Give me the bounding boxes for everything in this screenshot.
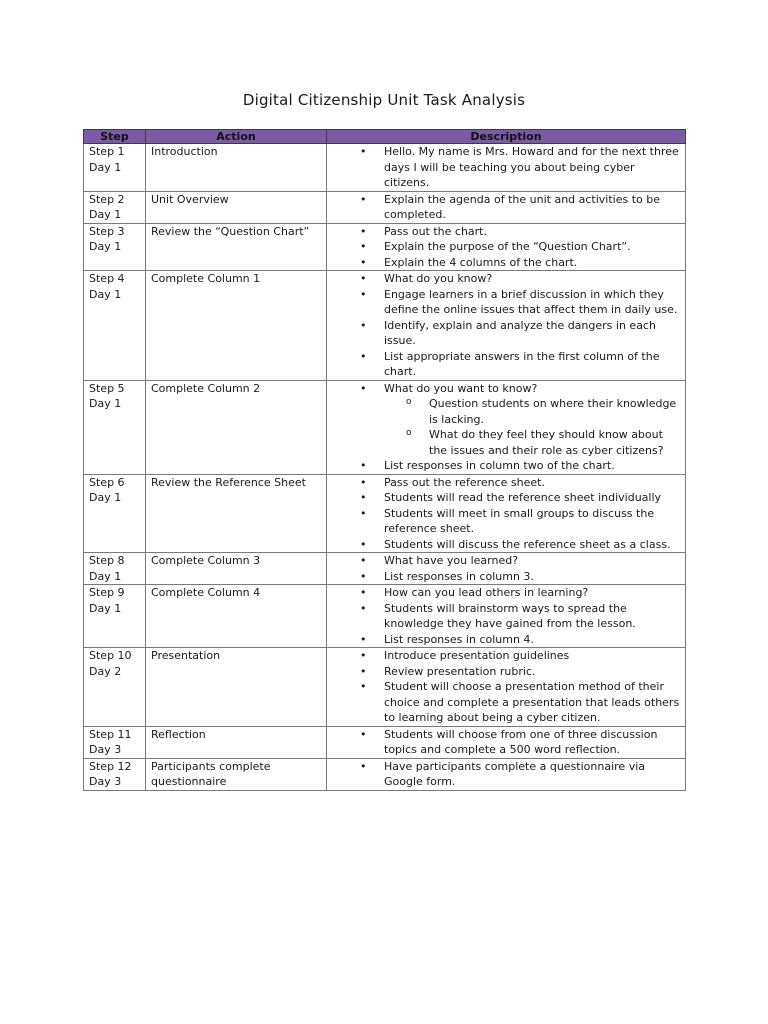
bullet-list bbox=[332, 224, 682, 271]
bullet-item bbox=[332, 318, 682, 349]
bullet-item bbox=[332, 569, 682, 585]
bullet-text: List responses in column 3. bbox=[384, 569, 534, 583]
day-label: Day 3 bbox=[89, 775, 122, 788]
day-label: Day 1 bbox=[89, 397, 122, 410]
bullet-text: List appropriate answers in the first column of the chart. bbox=[384, 349, 660, 378]
day-label: Day 1 bbox=[89, 160, 122, 174]
description-cell bbox=[327, 271, 686, 381]
bullet-item bbox=[332, 632, 682, 648]
table-body bbox=[84, 144, 686, 791]
action-cell: Complete Column 1 bbox=[146, 271, 327, 381]
step-cell bbox=[84, 474, 146, 553]
document-title: Digital Citizenship Unit Task Analysis bbox=[242, 91, 526, 109]
bullet-item bbox=[332, 759, 682, 790]
bullet-text: Identify, explain and analyze the dangers in each issue. bbox=[384, 318, 656, 347]
bullet-text: Students will read the reference sheet individually bbox=[384, 491, 662, 504]
bullet-item bbox=[332, 239, 682, 255]
bullet-list bbox=[332, 271, 682, 380]
bullet-text: Hello. My name is Mrs. Howard and for the next three days I will be teaching you about being cyber citizens. bbox=[384, 145, 679, 189]
bullet-list bbox=[332, 144, 682, 191]
day-label: Day 1 bbox=[89, 287, 122, 301]
bullet-text: Review presentation rubric. bbox=[384, 664, 536, 678]
description-cell bbox=[327, 585, 686, 648]
bullet-item bbox=[332, 585, 682, 601]
description-cell bbox=[327, 474, 686, 553]
day-label: Day 1 bbox=[89, 491, 122, 504]
bullet-list bbox=[332, 727, 682, 758]
bullet-item bbox=[332, 664, 682, 680]
header-step: Step bbox=[84, 130, 146, 144]
header-action: Action bbox=[146, 130, 327, 144]
description-cell bbox=[327, 648, 686, 727]
action-cell: Presentation bbox=[146, 648, 327, 727]
table-row bbox=[84, 271, 686, 381]
bullet-text: Have participants complete a questionnaire via Google form. bbox=[384, 759, 645, 788]
action-cell: Unit Overview bbox=[146, 191, 327, 223]
table-row bbox=[84, 585, 686, 648]
description-cell bbox=[327, 223, 686, 271]
bullet-text: Students will meet in small groups to discuss the reference sheet. bbox=[384, 506, 655, 535]
step-cell bbox=[84, 758, 146, 790]
description-cell bbox=[327, 380, 686, 474]
bullet-item bbox=[332, 601, 682, 632]
day-label: Day 3 bbox=[89, 743, 122, 756]
table-row bbox=[84, 726, 686, 758]
step-label: Step 12 bbox=[89, 759, 132, 773]
action-cell: Review the Reference Sheet bbox=[146, 474, 327, 553]
bullet-text: Pass out the reference sheet. bbox=[384, 475, 545, 489]
bullet-item bbox=[332, 679, 682, 726]
bullet-list bbox=[332, 553, 682, 584]
bullet-item bbox=[332, 490, 682, 506]
bullet-list bbox=[332, 759, 682, 790]
table-row bbox=[84, 474, 686, 553]
bullet-item bbox=[332, 349, 682, 380]
sub-bullet-item: o Question students on where their knowledge is lacking. bbox=[384, 396, 682, 427]
description-cell bbox=[327, 758, 686, 790]
step-label: Step 1 bbox=[89, 145, 125, 158]
action-cell: Reflection bbox=[146, 726, 327, 758]
action-cell: Review the “Question Chart” bbox=[146, 223, 327, 271]
bullet-item bbox=[332, 224, 682, 240]
table-row bbox=[84, 648, 686, 727]
table-row bbox=[84, 223, 686, 271]
action-cell: Complete Column 3 bbox=[146, 553, 327, 585]
bullet-item bbox=[332, 506, 682, 537]
description-cell bbox=[327, 191, 686, 223]
bullet-text: What do you know? bbox=[384, 272, 493, 285]
step-cell bbox=[84, 223, 146, 271]
table-row bbox=[84, 380, 686, 474]
bullet-item bbox=[332, 255, 682, 271]
action-cell: Participants complete questionnaire bbox=[146, 758, 327, 790]
bullet-text: Explain the agenda of the unit and activities to be completed. bbox=[384, 192, 661, 221]
bullet-text: Student will choose a presentation method of their choice and complete a presentation that leads others to learning about being a cyber citizen. bbox=[384, 680, 680, 724]
bullet-text: Explain the purpose of the “Question Chart”. bbox=[384, 240, 631, 253]
bullet-text: Explain the 4 columns of the chart. bbox=[384, 255, 578, 269]
step-cell bbox=[84, 191, 146, 223]
step-cell bbox=[84, 648, 146, 727]
table-row bbox=[84, 758, 686, 790]
bullet-text: Pass out the chart. bbox=[384, 224, 487, 238]
bullet-text: What have you learned? bbox=[384, 554, 519, 567]
bullet-item bbox=[332, 475, 682, 491]
bullet-text: Students will choose from one of three discussion topics and complete a 500 word reflection. bbox=[384, 727, 658, 756]
bullet-list bbox=[332, 648, 682, 726]
day-label: Day 2 bbox=[89, 664, 122, 678]
bullet-item bbox=[332, 271, 682, 287]
description-cell bbox=[327, 144, 686, 192]
bullet-item bbox=[332, 727, 682, 758]
description-cell bbox=[327, 553, 686, 585]
step-cell bbox=[84, 144, 146, 192]
task-analysis-table bbox=[83, 129, 686, 791]
bullet-list bbox=[332, 475, 682, 553]
step-label: Step 3 bbox=[89, 224, 125, 238]
step-label: Step 2 bbox=[89, 192, 125, 206]
step-cell bbox=[84, 553, 146, 585]
description-cell bbox=[327, 726, 686, 758]
bullet-list bbox=[332, 192, 682, 223]
table-row bbox=[84, 191, 686, 223]
bullet-item bbox=[332, 458, 682, 474]
bullet-text: What do you want to know? bbox=[384, 381, 538, 395]
step-label: Step 10 bbox=[89, 649, 132, 662]
step-label: Step 11 bbox=[89, 727, 132, 741]
bullet-item bbox=[332, 648, 682, 664]
table-row bbox=[84, 553, 686, 585]
bullet-item bbox=[332, 192, 682, 223]
step-label: Step 8 bbox=[89, 554, 125, 567]
action-cell: Complete Column 4 bbox=[146, 585, 327, 648]
table-header-row bbox=[84, 130, 686, 144]
bullet-text: How can you lead others in learning? bbox=[384, 586, 589, 599]
day-label: Day 1 bbox=[89, 208, 122, 221]
day-label: Day 1 bbox=[89, 601, 122, 615]
step-cell bbox=[84, 380, 146, 474]
bullet-text: Students will brainstorm ways to spread the knowledge they have gained from the lesson. bbox=[384, 601, 636, 630]
bullet-item bbox=[332, 144, 682, 191]
bullet-item bbox=[332, 381, 682, 459]
sub-bullet-item: o What do they feel they should know about the issues and their role as cyber citizens? bbox=[384, 427, 682, 458]
day-label: Day 1 bbox=[89, 569, 122, 583]
bullet-text: Engage learners in a brief discussion in which they define the online issues that affect them in daily use. bbox=[384, 287, 678, 316]
bullet-list bbox=[332, 381, 682, 474]
bullet-item bbox=[332, 537, 682, 553]
action-cell: Complete Column 2 bbox=[146, 380, 327, 474]
header-description: Description bbox=[327, 130, 686, 144]
bullet-text: List responses in column 4. bbox=[384, 632, 534, 646]
step-label: Step 4 bbox=[89, 272, 125, 285]
sub-bullet-list bbox=[384, 396, 682, 458]
action-cell: Introduction bbox=[146, 144, 327, 192]
step-cell bbox=[84, 726, 146, 758]
bullet-list bbox=[332, 585, 682, 647]
bullet-text: List responses in column two of the chart. bbox=[384, 459, 615, 472]
step-label: Step 9 bbox=[89, 586, 125, 599]
table-row bbox=[84, 144, 686, 192]
day-label: Day 1 bbox=[89, 240, 122, 253]
bullet-item bbox=[332, 287, 682, 318]
step-label: Step 6 bbox=[89, 475, 125, 489]
bullet-text: Introduce presentation guidelines bbox=[384, 649, 570, 662]
bullet-text: Students will discuss the reference sheet as a class. bbox=[384, 537, 671, 551]
step-label: Step 5 bbox=[89, 381, 125, 395]
step-cell bbox=[84, 585, 146, 648]
bullet-item bbox=[332, 553, 682, 569]
step-cell bbox=[84, 271, 146, 381]
